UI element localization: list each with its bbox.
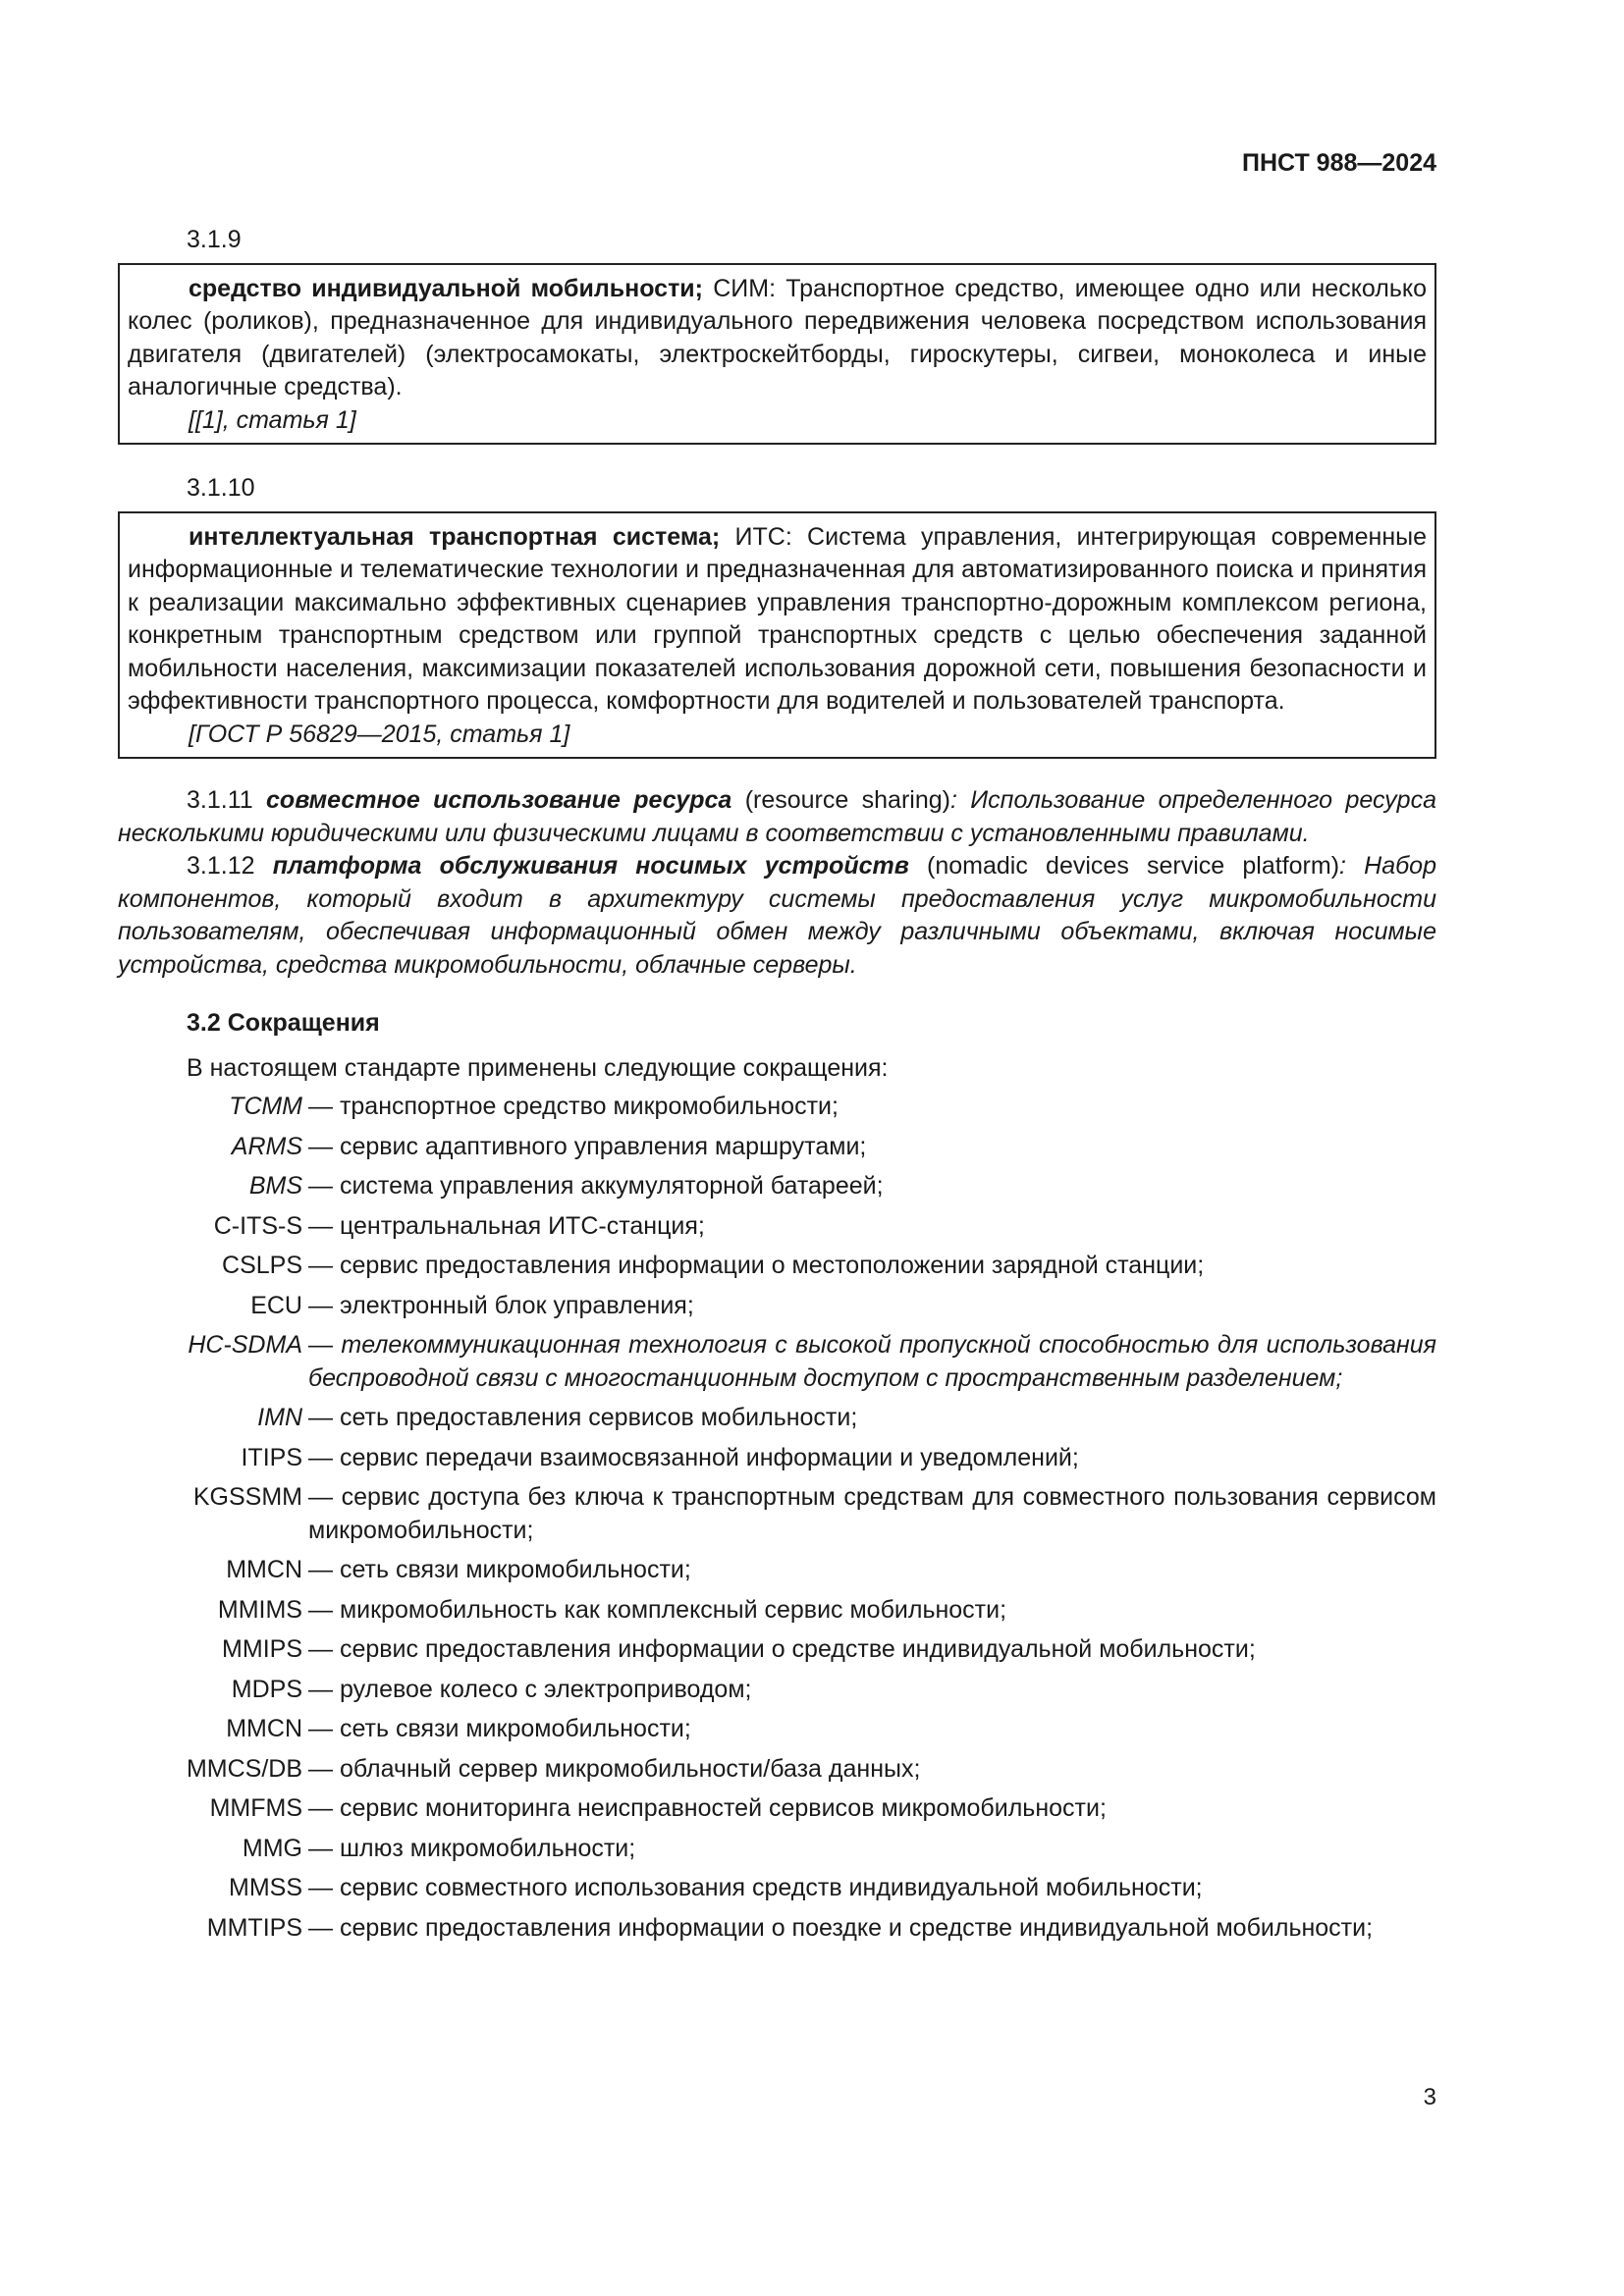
abbreviation-text: облачный сервер микромобильности/база данных; [339,1754,921,1783]
dash: — [308,1913,340,1942]
abbreviation-key: BMS [248,1172,302,1200]
dash: — [308,1595,340,1624]
term-source: [ГОСТ Р 56829—2015, статья 1] [189,720,570,748]
abbreviation-key: MMCS/DB [186,1754,302,1783]
abbreviation-key: IMN [257,1404,302,1431]
abbreviation-description [302,1170,1436,1203]
abbreviation-item [118,1329,1436,1395]
abbreviation-description [302,1481,1436,1547]
abbreviation-description [302,1674,1436,1707]
abbreviation-item [118,1131,1436,1164]
section-intro: В настоящем стандарте применены следующие сокращения: [187,1053,889,1082]
abbreviation-item [118,1912,1436,1946]
abbreviation-description [302,1872,1436,1905]
dash: — [308,1291,340,1319]
term-box [118,263,1436,446]
abbreviation-key: ECU [250,1291,302,1319]
term-source: [[1], статья 1] [189,405,356,434]
abbreviation-description [302,1250,1436,1283]
abbreviation-item [118,1594,1436,1628]
abbreviation-key: MMCN [226,1715,302,1742]
abbreviation-item [118,1633,1436,1667]
document-id: ПНСТ 988—2024 [1242,149,1436,177]
abbreviation-text: центральнальная ИТС-станция; [339,1211,705,1240]
abbreviation-text: сеть связи микромобильности; [339,1556,691,1583]
abbreviation-text: сеть предоставления сервисов мобильности; [339,1404,858,1431]
abbreviation-text: сервис доступа без ключа к транспортным средствам для совместного пользования сервисом микромобильности; [308,1483,1436,1544]
abbreviation-key: MMCN [226,1556,302,1583]
dash: — [308,1715,340,1742]
abbreviation-text: шлюз микромобильности; [339,1834,636,1862]
abbreviation-item [118,1713,1436,1746]
abbreviation-item [118,1442,1436,1475]
abbreviation-item [118,1554,1436,1587]
abbreviation-item [118,1674,1436,1707]
term-name: интеллектуальная транспортная система; [189,522,721,551]
abbreviation-description [302,1402,1436,1435]
dash: — [308,1794,340,1822]
dash: — [308,1635,340,1663]
definition-term: платформа обслуживания носимых устройств [272,852,909,880]
section-heading: 3.2 Сокращения [187,1009,380,1037]
abbreviation-text: сеть связи микромобильности; [339,1715,691,1742]
page-number: 3 [1423,2084,1436,2110]
term-text: ИТС: Система управления, интегрирующая современные информационные и телематические технологии и предназначенная для автоматизированного поиска и принятия к реализации максимально эффективных сценариев управления транспортно-дорожным комплексом региона, конкретным транспортным средством или группой транспортных средств с целью обеспечения заданной мобильности населения, максимизации показателей использования дорожной сети, повышения безопасности и эффективности транспортного процесса, комфортности для водителей и пользователей транспорта. [128,522,1428,715]
dash: — [308,1556,340,1583]
abbreviation-text: сервис предоставления информации о местоположении зарядной станции; [339,1252,1205,1279]
abbreviation-key: MDPS [231,1675,302,1703]
dash: — [308,1172,340,1200]
term-definition [128,273,1427,404]
dash: — [308,1331,342,1359]
abbreviation-description [302,1210,1436,1244]
dash: — [308,1252,340,1279]
abbreviation-item [118,1402,1436,1435]
dash: — [308,1211,340,1240]
abbreviation-item [118,1170,1436,1203]
abbreviation-description [302,1833,1436,1866]
abbreviation-text: микромобильность как комплексный сервис мобильности; [339,1595,1007,1624]
abbreviation-description [302,1091,1436,1124]
abbreviation-description [302,1594,1436,1628]
abbreviation-key: HC-SDMA [188,1331,302,1359]
definition-term: совместное использование ресурса [266,786,732,814]
term-text: СИМ: Транспортное средство, имеющее одно или несколько колес (роликов), предназначенное для индивидуального передвижения человека посредством использования двигателя (двигателей) (электросамокаты, электроскейтборды, гироскутеры, сигвеи, моноколеса и иные аналогичные средства). [128,274,1427,400]
abbreviation-key: C-ITS-S [213,1211,302,1240]
abbreviation-item [118,1290,1436,1323]
abbreviation-key: MMG [242,1834,302,1862]
abbreviation-item [118,1210,1436,1244]
definition: 3.1.12 платформа обслуживания носимых устройств (nomadic devices service platform): Набор компонентов, который входит в архитектуру системы предоставления услуг микромобильности пользователям, обеспечивая информационный обмен между различными объектами, включая носимые устройства, средства микромобильности, облачные серверы. [118,852,1436,979]
dash: — [308,1483,342,1511]
abbreviation-text: транспортное средство микромобильности; [339,1093,839,1120]
definition: 3.1.11 совместное использование ресурса (resource sharing): Использование определенного ресурса несколькими юридическими или физическими лицами в соответствии с установленными правилами. [118,786,1436,847]
abbreviation-key: ARMS [231,1132,302,1160]
dash: — [308,1132,340,1160]
abbreviation-key: MMIMS [217,1595,302,1624]
abbreviation-text: электронный блок управления; [339,1291,694,1319]
abbreviation-key: MMTIPS [206,1913,302,1942]
dash: — [308,1874,340,1901]
abbreviation-key: ТСММ [229,1093,302,1120]
abbreviation-key: MMFMS [209,1794,302,1822]
dash: — [308,1093,340,1120]
term-number: 3.1.10 [187,474,255,502]
abbreviation-key: CSLPS [222,1252,302,1279]
abbreviation-description [302,1290,1436,1323]
abbreviation-item [118,1792,1436,1826]
dash: — [308,1443,340,1471]
abbreviation-description [302,1554,1436,1587]
abbreviation-text: система управления аккумуляторной батареей; [339,1172,884,1200]
abbreviation-text: сервис предоставления информации о средстве индивидуальной мобильности; [339,1635,1256,1663]
abbreviation-description [302,1753,1436,1787]
dash: — [308,1675,340,1703]
term-box [118,511,1436,760]
abbreviation-list [118,1091,1436,1945]
abbreviation-text: телекоммуникационная технология с высокой пропускной способностью для использования беспроводной связи с многостанционным доступом с пространственным разделением; [308,1331,1436,1392]
dash: — [308,1834,340,1862]
abbreviation-text: сервис совместного использования средств индивидуальной мобильности; [339,1874,1203,1901]
abbreviation-text: сервис мониторинга неисправностей сервисов микромобильности; [339,1794,1107,1822]
abbreviation-item [118,1481,1436,1547]
abbreviation-item [118,1833,1436,1866]
term-definition [128,521,1427,719]
term-name: средство индивидуальной мобильности; [189,274,704,302]
abbreviation-text: сервис адаптивного управления маршрутами; [339,1132,867,1160]
abbreviation-description [302,1713,1436,1746]
abbreviation-text: сервис предоставления информации о поездке и средстве индивидуальной мобильности; [339,1913,1374,1942]
abbreviation-key: MMIPS [222,1635,302,1663]
abbreviation-description [302,1329,1436,1395]
abbreviation-text: сервис передачи взаимосвязанной информации и уведомлений; [339,1443,1079,1471]
abbreviation-item [118,1091,1436,1124]
abbreviation-key: MMSS [229,1874,302,1901]
abbreviation-key: ITIPS [241,1443,302,1471]
abbreviation-description [302,1442,1436,1475]
abbreviation-description [302,1633,1436,1667]
dash: — [308,1404,340,1431]
abbreviation-description [302,1792,1436,1826]
abbreviation-item [118,1872,1436,1905]
page-content [118,224,1436,1951]
abbreviation-key: KGSSMM [192,1483,302,1511]
abbreviation-item [118,1250,1436,1283]
abbreviation-item [118,1753,1436,1787]
dash: — [308,1754,340,1783]
term-number: 3.1.9 [187,226,242,253]
abbreviation-text: рулевое колесо с электроприводом; [339,1675,752,1703]
abbreviation-description [302,1912,1436,1946]
abbreviation-description [302,1131,1436,1164]
